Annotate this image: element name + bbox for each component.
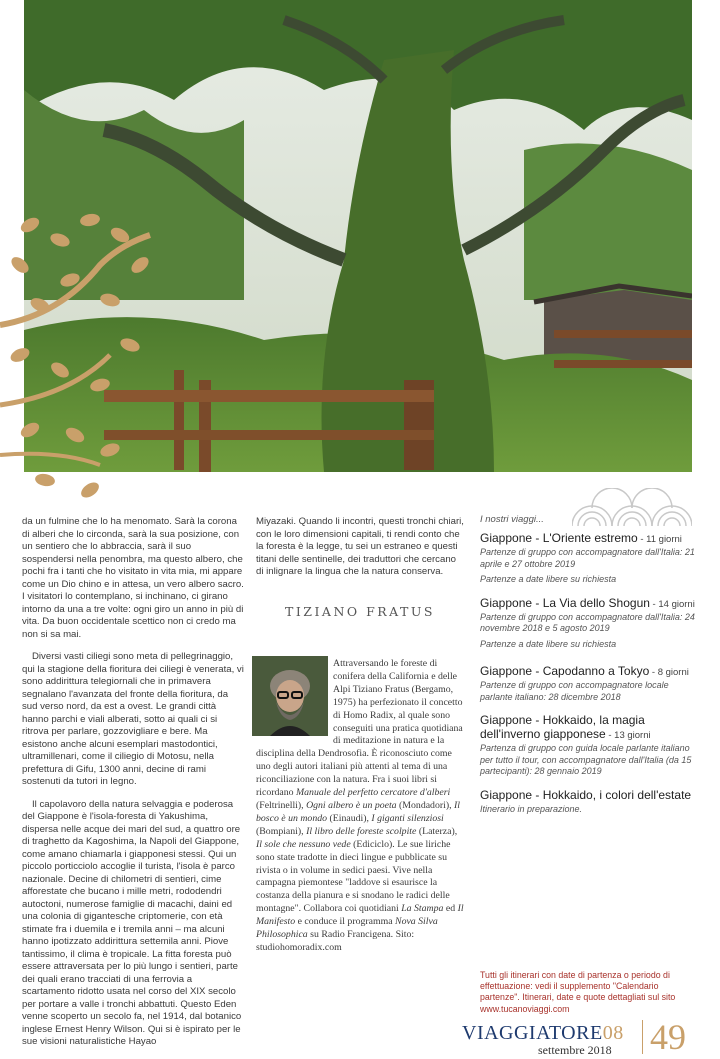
trip-item [480, 713, 695, 778]
trip-duration: - 11 giorni [637, 534, 682, 545]
trips-sidebar [480, 514, 695, 825]
bio-text: (Einaudi), [327, 812, 372, 824]
book-title: Manuale del perfetto cercatore d'alberi [296, 787, 451, 799]
trip-title: Giappone - Hokkaido, i colori dell'estate [480, 787, 692, 802]
magazine-name: VIAGGIATORE [462, 1022, 603, 1044]
page-number-divider [642, 1020, 643, 1054]
book-title: Ogni albero è un poeta [306, 799, 397, 811]
sidebar-footer-note: Tutti gli itinerari con date di partenza o periodo di effettuazione: vedi il supplemento "Calendario partenze". Itinerari, date e quote dettagliati sul sito www.tucanoviaggi.com [480, 970, 676, 1014]
trip-title: Giappone - Hokkaido, la magia dell'inverno giapponese - 13 giorni [480, 713, 651, 741]
trip-item [480, 664, 695, 703]
trip-duration: - 13 giorni [605, 730, 651, 741]
issue-number: 08 [602, 1022, 624, 1044]
trip-duration: - 14 giorni [649, 598, 695, 610]
paragraph: da un fulmine che lo ha menomato. Sarà la corona di alberi che lo circonda, sarà la sua posizione, con un sentiero che lo abbraccia, sarà il suo sospendersi nella penombra, ma questo albero, che pochi fra i tanti che ho visitato in vita mia, mi appare come un Dio chino e in attesa, un vero albero sacro. I visitatori lo contemplano, si inchinano, ci girano intorno da una a tre volte: ogni giro un anno in più di vita. Da buon occidentale scettico non ci credo ma non si sa mai. [22, 516, 244, 640]
sidebar-heading: I nostri viaggi... [480, 514, 544, 525]
trip-item [480, 531, 695, 586]
newspaper-title: La Stampa [401, 903, 444, 915]
trip-note: Partenze a date libere su richiesta [480, 638, 617, 649]
bio-text: e conduce il programma [295, 916, 396, 928]
paragraph: Miyazaki. Quando li incontri, questi tronchi chiari, con le loro dimensioni capitali, ti rendi conto che la foresta è la legge, tu sei un estraneo e questi titani delle sentinelle, dei traduttori che cercano di inlignare la lingua che la natura conserva. [256, 516, 464, 577]
trip-note: Partenze di gruppo con accompagnatore dall'Italia: 24 novembre 2018 e 5 agosto 2019 [480, 611, 695, 633]
bio-text: ed [443, 903, 458, 915]
trip-note: Itinerario in preparazione. [480, 803, 583, 814]
bio-text: (Laterza), [416, 825, 458, 837]
paragraph: Il capolavoro della natura selvaggia e poderosa del Giappone è l'isola-foresta di Yakushima, dispersa nelle acque dei mari del sud, a quattro ore di traghetto da Kagoshima, la Napoli del Giappone, come amano chiamarla i giapponesi stessi. Qui un piccolo porticciolo accoglie il turista, l'isola è parco nazionale. Decine di chilometri di sentieri, cime afforestate che bucano i mille metri, rododendri autoctoni, numerose famiglie di macachi, daini ed una colonia di gigantesche criptomerie, con età stimate fra i duemila e i tremila anni – ma alcuni hanno ipotizzato addirittura settemila anni. Piove tantissimo, il clima è tropicale. La fitta foresta può essere attraversata per lo più lungo i sentieri, parte dei quali erano tracciati di una ferrovia a scartamento ridotto usata nel corso del XIX secolo per portare a valle i tronchi abbattuti. Questo Eden venne scoperto un secolo fa, nel 1914, dal botanico inglese Ernest Henry Wilson. Qui si è ispirato per le sue visioni naturalistiche Hayao [22, 798, 242, 1047]
article-column-1 [22, 516, 244, 1059]
bio-text: su Radio Francigena. Sito: studiohomoradix.com [256, 929, 415, 953]
trip-title: Giappone - La Via dello Shogun - 14 giorni [480, 595, 695, 610]
article-column-2 [256, 516, 464, 589]
bio-text: (Feltrinelli), [256, 799, 307, 811]
paragraph: Diversi vasti ciliegi sono meta di pellegrinaggio, qui la stagione della fioritura dei ciliegi è venerata, vi sono addirittura telegiornali che in primavera segnalano l'avanzata del fronte della fioritura, da sud verso nord, da est a ovest. Le grandi città hanno parchi e viali alberati, sotto ai quali ci si ritrova per parlare, gozzovigliare e bere. Ma esistono anche alcuni esemplari mastodontici, ultramillenari, come il ciliegio di Motosu, nella prefettura di Gifu, 1300 anni, decine di rami sostenuti da tutori in legno. [22, 651, 244, 787]
trip-title: Giappone - Capodanno a Tokyo - 8 giorni [480, 664, 689, 678]
bio-text: (Bompiani), [256, 825, 307, 837]
trip-item [480, 596, 695, 651]
trip-note: Partenza di gruppo con guida locale parlante italiano per tutto il tour, con accompagnatore dall'Italia (da 15 partecipanti): 28 gennaio 2019 [480, 743, 692, 776]
trip-duration: - 8 giorni [649, 667, 689, 678]
trip-note: Partenze di gruppo con accompagnatore dall'Italia: 21 aprile e 27 ottobre 2019 [480, 547, 695, 569]
magazine-logo [462, 1022, 624, 1045]
book-title: Il bosco è un mondo [256, 799, 460, 824]
book-title: I giganti silenziosi [371, 812, 444, 824]
page-number: 49 [650, 1017, 686, 1057]
trip-title: Giappone - L'Oriente estremo - 11 giorni [480, 531, 682, 545]
bio-text: (Mondadori), [396, 799, 455, 811]
book-title: Il libro delle foreste scolpite [306, 825, 417, 837]
radio-program-title: Nova Silva Philosophica [256, 916, 438, 941]
author-bio [256, 658, 464, 955]
bio-text: Attraversando le foreste di conifera della California e delle Alpi Tiziano Fratus (Bergamo, 1975) ha perfezionato il concetto di Homo Radix, al quale sono conseguiti una pratica quotidiana di meditazione in natura e la disciplina della Dendrosofia. È riconosciuto come uno degli autori italiani più attenti al tema di una riconciliazione con la natura. Fra i suoi libri si ricordano [256, 658, 463, 799]
newspaper-title: Il Manifesto [256, 903, 464, 928]
issue-date: settembre 2018 [538, 1043, 612, 1057]
bio-text: (Ediciclo). Le sue liriche sono state tradotte in dieci lingue e pubblicate su rivista o in volume in sedici paesi. Vive nella campagna piemontese "laddove si esaurisce la costanza della pianura e si snodano le radici delle montagne". Collabora coi quotidiani [256, 838, 451, 915]
book-title: Il sole che nessuno vede [256, 838, 351, 850]
trip-note: Partenze a date libere su richiesta [480, 574, 617, 584]
leaf-branch-decoration [0, 205, 165, 505]
trip-note: Partenze di gruppo con accompagnatore locale parlante italiano: 28 dicembre 2018 [480, 680, 669, 702]
trip-item [480, 788, 695, 816]
author-name: TIZIANO FRATUS [285, 604, 435, 619]
